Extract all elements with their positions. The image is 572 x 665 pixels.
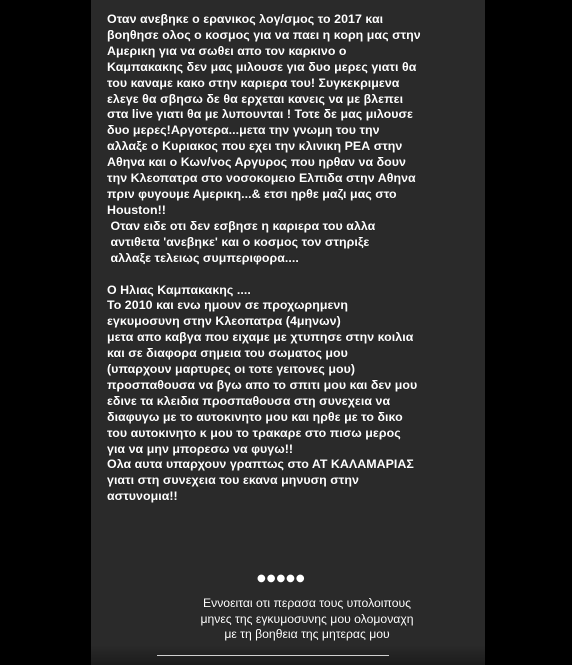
text-line: Το 2010 και ενω ημουν σε προχωρημενη bbox=[107, 298, 348, 313]
separator-dots: ●●●●● bbox=[257, 573, 306, 584]
text-line: Ολα αυτα υπαρχουν γραπτως στο ΑΤ ΚΑΛΑΜΑΡΙΑΣ bbox=[107, 457, 414, 472]
story-text bbox=[107, 12, 477, 505]
text-line: αστυνομια!! bbox=[107, 489, 178, 504]
text-line: την Κλεοπατρα στο νοσοκομειο Ελπιδα στην Αθηνα bbox=[107, 171, 416, 186]
text-line: αλλαξε τελειως συμπεριφορα.... bbox=[107, 250, 299, 265]
text-line: γιατι στη συνεχεια του εκανα μηνυση στην bbox=[107, 473, 359, 488]
text-line: εδινε τα κλειδια προσπαθουσα στη συνεχεια να bbox=[107, 393, 391, 408]
footer-line: μηνες της εγκυμοσυνης μου ολομοναχη bbox=[200, 611, 414, 626]
text-line: Καμπακακης δεν μας μιλουσε για δυο μερες γιατι θα bbox=[107, 59, 417, 74]
text-line: στα live γιατι θα με λυπουνται ! Τοτε δε μας μιλουσε bbox=[107, 107, 413, 122]
paragraph-2 bbox=[107, 283, 477, 506]
paragraph-1 bbox=[107, 12, 477, 267]
text-line: αλλαξε ο Κυριακος που εχει την κλινικη ΡΕΑ στην bbox=[107, 139, 403, 154]
text-line: του αυτοκινητο κ μου το τρακαρε στο πισω μερος bbox=[107, 425, 401, 440]
text-line: για να μην μπορεσω να φυγω!! bbox=[107, 441, 294, 456]
text-line: και σε διαφορα σημεια του σωματος μου bbox=[107, 346, 348, 361]
text-line: αντιθετα 'ανεβηκε' και ο κοσμος τον στηριξε bbox=[107, 234, 370, 249]
text-line: Ο Ηλιας Καμπακακης .... bbox=[107, 282, 251, 297]
text-line: Houston!! bbox=[107, 202, 166, 217]
text-line: προσπαθουσα να βγω απο το σπιτι μου και δεν μου bbox=[107, 377, 418, 392]
bottom-fade bbox=[91, 645, 485, 665]
text-line: Αμερικη για να σωθει απο τον καρκινο ο bbox=[107, 43, 347, 58]
text-line: ελεγε θα σβησω δε θα ερχεται κανεις να με βλεπει bbox=[107, 91, 404, 106]
footer-text bbox=[157, 596, 457, 643]
text-line: Οταν ειδε οτι δεν εσβησε η καριερα του αλλα bbox=[107, 218, 376, 233]
text-line: (υπαρχουν μαρτυρες οι τοτε γειτονες μου) bbox=[107, 362, 356, 377]
footer-line: Εννοειται οτι περασα τους υπολοιπους bbox=[202, 596, 412, 610]
text-line: εγκυμοσυνη στην Κλεοπατρα (4μηνων) bbox=[107, 314, 341, 329]
text-line: Αθηνα και ο Κων/νος Αργυρος που ηρθαν να δουν bbox=[107, 155, 406, 170]
text-line: βοηθησε ολος ο κοσμος για να παει η κορη μας στην bbox=[107, 27, 421, 42]
text-line: μετα απο καβγα που ειχαμε με χτυπησε στην κοιλια bbox=[107, 330, 414, 345]
footer-line: με τη βοηθεια της μητερας μου bbox=[224, 627, 390, 642]
paragraph-gap bbox=[107, 267, 477, 283]
text-line: δυο μερες!Αργοτερα...μετα την γνωμη του την bbox=[107, 123, 380, 138]
text-line: πριν φυγουμε Αμερικη...& ετσι ηρθε μαζι μας στο bbox=[107, 186, 397, 201]
text-line: Οταν ανεβηκε ο ερανικος λογ/σμος το 2017 και bbox=[107, 12, 384, 26]
text-line: διαφυγω με το αυτοκινητο μου και ηρθε με το δικο bbox=[107, 409, 403, 424]
text-line: του καναμε κακο στην καριερα του! Συγκεκριμενα bbox=[107, 75, 400, 90]
